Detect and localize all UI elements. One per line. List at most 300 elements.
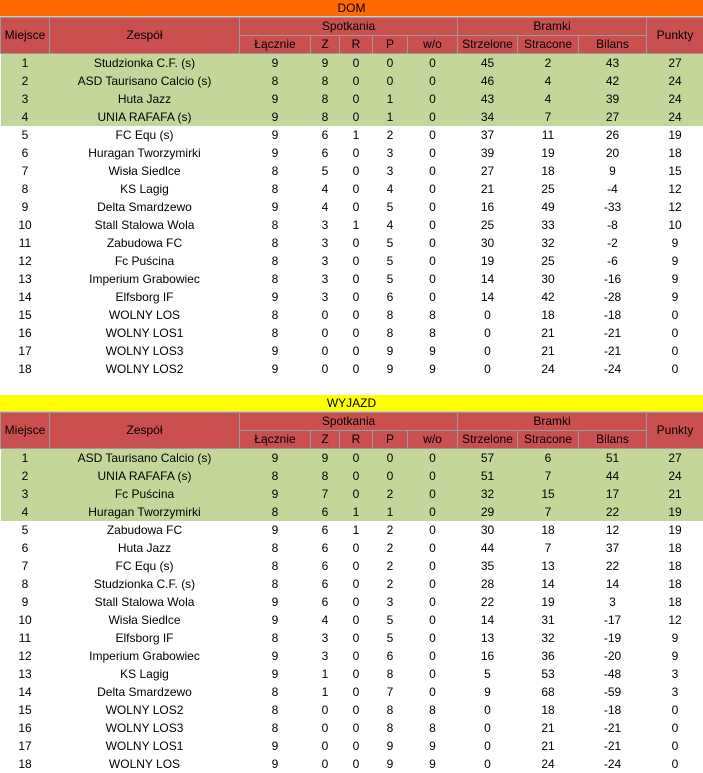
- cell-points: 24: [647, 72, 703, 90]
- cell-walkovers: 9: [429, 757, 436, 771]
- cell-place: 18: [18, 757, 32, 771]
- col-header-team: Zespół: [50, 18, 240, 54]
- cell-goal-difference: -21: [603, 326, 622, 340]
- cell-losses: 5: [386, 272, 394, 286]
- cell-team: Zabudowa FC: [106, 236, 183, 250]
- cell-total: 9: [271, 757, 279, 771]
- cell-total: 9: [271, 595, 279, 609]
- cell-walkovers: 8: [429, 308, 436, 322]
- cell-walkovers: 0: [429, 128, 436, 142]
- cell-team: Imperium Grabowiec: [89, 649, 200, 663]
- cell-points: 0: [671, 757, 679, 771]
- cell-goal-difference: -21: [603, 344, 622, 358]
- cell-wins: 9: [311, 54, 340, 73]
- cell-points: 0: [671, 308, 679, 322]
- cell-goals-against: 11: [541, 128, 555, 142]
- cell-wins: 8: [311, 467, 340, 485]
- cell-goal-difference: -19: [603, 631, 622, 645]
- table-row: [1, 719, 703, 737]
- cell-goals-against: 49: [541, 200, 555, 214]
- col-header-goals: Bramki: [458, 18, 647, 36]
- cell-goal-difference: 9: [609, 164, 616, 178]
- table-row: [1, 306, 703, 324]
- cell-goal-difference: -2: [607, 236, 618, 250]
- cell-wins: 0: [321, 344, 329, 358]
- cell-total: 8: [271, 559, 279, 573]
- col-header-points: Punkty: [647, 413, 703, 449]
- cell-goal-difference: -16: [603, 272, 622, 286]
- cell-walkovers: 0: [429, 272, 436, 286]
- cell-wins: 3: [321, 649, 329, 663]
- cell-wins: 6: [321, 128, 329, 142]
- col-header-walkovers: w/o: [408, 36, 458, 54]
- cell-team: KS Lagig: [120, 667, 169, 681]
- cell-draws: 0: [352, 559, 360, 573]
- table-row: [1, 683, 703, 701]
- cell-losses: 1: [373, 503, 408, 521]
- cell-total: 9: [240, 90, 311, 108]
- cell-goals-against: 18: [541, 703, 555, 717]
- cell-team: Imperium Grabowiec: [89, 272, 200, 286]
- cell-points: 27: [647, 54, 703, 73]
- cell-draws: 0: [352, 757, 360, 771]
- col-header-losses: P: [373, 36, 408, 54]
- cell-wins: 6: [321, 541, 329, 555]
- cell-walkovers: 0: [408, 449, 458, 468]
- cell-goals-against: 24: [541, 362, 555, 376]
- cell-goals-against: 7: [518, 108, 579, 126]
- cell-goals-against: 18: [541, 164, 555, 178]
- cell-losses: 9: [386, 757, 394, 771]
- cell-draws: 0: [352, 362, 360, 376]
- cell-place: 16: [18, 326, 32, 340]
- cell-team: WOLNY LOS: [108, 757, 181, 771]
- cell-goal-difference: -33: [603, 200, 622, 214]
- cell-total: 8: [271, 685, 279, 699]
- cell-goal-difference: 12: [605, 523, 620, 537]
- cell-walkovers: 0: [429, 649, 436, 663]
- cell-draws: 0: [352, 272, 360, 286]
- cell-draws: 0: [352, 703, 360, 717]
- col-header-losses: P: [373, 431, 408, 449]
- cell-goal-difference: -21: [603, 721, 622, 735]
- cell-draws: 0: [352, 164, 360, 178]
- cell-place: 6: [21, 541, 29, 555]
- cell-team: UNIA RAFAFA (s): [50, 108, 240, 126]
- cell-team: Fc Puścina: [50, 485, 240, 503]
- cell-goal-difference: 39: [579, 90, 647, 108]
- cell-goals-for: 37: [480, 128, 495, 142]
- cell-team: Fc Puścina: [114, 254, 175, 268]
- cell-goal-difference: 44: [579, 467, 647, 485]
- cell-goals-for: 27: [480, 164, 495, 178]
- cell-place: 12: [18, 649, 32, 663]
- cell-place: 16: [18, 721, 32, 735]
- table-row: [1, 467, 703, 485]
- cell-losses: 0: [373, 54, 408, 73]
- cell-place: 5: [21, 128, 29, 142]
- cell-wins: 6: [321, 595, 329, 609]
- cell-walkovers: 0: [408, 485, 458, 503]
- cell-draws: 0: [340, 90, 373, 108]
- cell-goals-against: 7: [518, 503, 579, 521]
- cell-walkovers: 0: [429, 595, 436, 609]
- cell-place: 15: [18, 703, 32, 717]
- cell-goals-against: 18: [541, 308, 555, 322]
- cell-points: 9: [671, 236, 679, 250]
- cell-points: 24: [647, 90, 703, 108]
- cell-losses: 0: [373, 467, 408, 485]
- cell-draws: 0: [352, 685, 360, 699]
- col-header-matches: Spotkania: [240, 18, 458, 36]
- cell-walkovers: 0: [429, 523, 436, 537]
- cell-team: ASD Taurisano Calcio (s): [50, 449, 240, 468]
- table-row: [1, 162, 703, 180]
- cell-draws: 0: [352, 667, 360, 681]
- cell-goal-difference: 17: [579, 485, 647, 503]
- cell-goals-against: 7: [518, 467, 579, 485]
- table-row: [1, 360, 703, 378]
- cell-goal-difference: 22: [605, 559, 620, 573]
- table-row: [1, 737, 703, 755]
- cell-walkovers: 8: [429, 703, 436, 717]
- cell-goals-against: 32: [541, 631, 555, 645]
- home-standings-section: [0, 0, 703, 378]
- col-header-total: Łącznie: [240, 36, 311, 54]
- cell-team: WOLNY LOS2: [105, 703, 184, 717]
- table-row: [1, 503, 703, 521]
- cell-wins: 1: [321, 667, 329, 681]
- table-row: [1, 557, 703, 575]
- cell-goal-difference: 20: [605, 146, 620, 160]
- cell-draws: 1: [340, 503, 373, 521]
- cell-draws: 0: [352, 595, 360, 609]
- cell-losses: 8: [386, 703, 394, 717]
- cell-total: 9: [240, 485, 311, 503]
- cell-team: Huta Jazz: [50, 90, 240, 108]
- col-header-total: Łącznie: [240, 431, 311, 449]
- cell-walkovers: 9: [429, 362, 436, 376]
- col-header-wins: Z: [311, 431, 340, 449]
- cell-place: 18: [18, 362, 32, 376]
- cell-total: 8: [240, 503, 311, 521]
- cell-goals-for: 13: [480, 631, 495, 645]
- cell-goals-against: 18: [541, 523, 555, 537]
- cell-wins: 4: [321, 200, 329, 214]
- cell-total: 8: [271, 541, 279, 555]
- table-row: [1, 180, 703, 198]
- cell-goals-against: 33: [541, 218, 555, 232]
- table-row: [1, 485, 703, 503]
- cell-points: 0: [671, 344, 679, 358]
- cell-place: 14: [18, 685, 32, 699]
- cell-walkovers: 0: [408, 72, 458, 90]
- cell-goals-against: 30: [541, 272, 555, 286]
- cell-walkovers: 0: [429, 631, 436, 645]
- cell-goals-for: 29: [458, 503, 518, 521]
- cell-goal-difference: -18: [603, 703, 622, 717]
- cell-team: Stall Stalowa Wola: [94, 595, 195, 609]
- cell-losses: 5: [386, 631, 394, 645]
- table-row: [1, 234, 703, 252]
- table-row: [1, 72, 703, 90]
- cell-wins: 4: [321, 613, 329, 627]
- cell-total: 9: [271, 146, 279, 160]
- cell-points: 9: [671, 254, 679, 268]
- cell-points: 19: [668, 523, 682, 537]
- cell-total: 8: [271, 631, 279, 645]
- home-table-header: [1, 18, 703, 54]
- cell-losses: 9: [386, 362, 394, 376]
- table-row: [1, 252, 703, 270]
- cell-walkovers: 0: [429, 182, 436, 196]
- cell-losses: 2: [386, 541, 394, 555]
- cell-team: Wisła Siedlce: [108, 613, 181, 627]
- cell-goals-for: 0: [484, 721, 491, 735]
- cell-goals-for: 14: [480, 272, 495, 286]
- cell-draws: 1: [352, 523, 360, 537]
- cell-goals-for: 32: [458, 485, 518, 503]
- cell-draws: 0: [352, 308, 360, 322]
- cell-team: WOLNY LOS: [108, 308, 181, 322]
- cell-total: 9: [271, 523, 279, 537]
- cell-goals-for: 45: [458, 54, 518, 73]
- cell-points: 3: [671, 685, 679, 699]
- cell-goals-for: 30: [480, 236, 495, 250]
- cell-losses: 6: [386, 290, 394, 304]
- cell-losses: 0: [373, 449, 408, 468]
- cell-walkovers: 0: [429, 290, 436, 304]
- table-row: [1, 665, 703, 683]
- home-standings-table: [0, 17, 703, 378]
- cell-goals-for: 21: [480, 182, 495, 196]
- cell-team: Elfsborg IF: [115, 631, 174, 645]
- cell-total: 8: [271, 236, 279, 250]
- cell-wins: 3: [321, 272, 329, 286]
- cell-walkovers: 0: [408, 108, 458, 126]
- table-row: [1, 521, 703, 539]
- cell-place: 2: [1, 72, 50, 90]
- cell-goal-difference: 43: [579, 54, 647, 73]
- cell-draws: 0: [340, 485, 373, 503]
- cell-team: Elfsborg IF: [115, 290, 174, 304]
- cell-goals-for: 51: [458, 467, 518, 485]
- cell-losses: 9: [386, 739, 394, 753]
- col-header-draws: R: [340, 431, 373, 449]
- cell-goals-for: 14: [480, 613, 495, 627]
- cell-place: 5: [21, 523, 29, 537]
- cell-goals-against: 2: [518, 54, 579, 73]
- cell-place: 15: [18, 308, 32, 322]
- cell-team: FC Equ (s): [115, 128, 174, 142]
- table-row: [1, 611, 703, 629]
- cell-total: 9: [271, 667, 279, 681]
- table-row: [1, 324, 703, 342]
- cell-goals-against: 31: [541, 613, 555, 627]
- cell-goal-difference: -59: [603, 685, 622, 699]
- cell-total: 8: [271, 703, 279, 717]
- cell-goals-against: 6: [518, 449, 579, 468]
- cell-walkovers: 0: [429, 164, 436, 178]
- cell-goals-for: 44: [480, 541, 495, 555]
- cell-total: 8: [271, 577, 279, 591]
- cell-walkovers: 9: [429, 739, 436, 753]
- away-table-body: [1, 449, 703, 773]
- table-row: [1, 539, 703, 557]
- cell-total: 8: [271, 272, 279, 286]
- cell-walkovers: 0: [408, 54, 458, 73]
- cell-team: Wisła Siedlce: [108, 164, 181, 178]
- cell-goals-against: 68: [541, 685, 555, 699]
- cell-place: 6: [21, 146, 29, 160]
- cell-walkovers: 0: [429, 146, 436, 160]
- table-row: [1, 593, 703, 611]
- cell-draws: 0: [352, 613, 360, 627]
- home-table-body: [1, 54, 703, 379]
- cell-total: 8: [240, 72, 311, 90]
- cell-goals-against: 21: [541, 739, 555, 753]
- cell-goal-difference: -17: [603, 613, 622, 627]
- cell-points: 21: [647, 485, 703, 503]
- cell-points: 24: [647, 467, 703, 485]
- cell-walkovers: 0: [429, 685, 436, 699]
- cell-draws: 0: [352, 739, 360, 753]
- cell-goals-for: 9: [484, 685, 491, 699]
- cell-goals-against: 36: [541, 649, 555, 663]
- cell-losses: 1: [373, 90, 408, 108]
- cell-points: 10: [668, 218, 682, 232]
- cell-place: 14: [18, 290, 32, 304]
- cell-goals-against: 19: [541, 146, 555, 160]
- cell-draws: 0: [340, 467, 373, 485]
- cell-losses: 5: [386, 236, 394, 250]
- cell-wins: 5: [321, 164, 329, 178]
- cell-points: 12: [668, 200, 682, 214]
- cell-wins: 0: [321, 703, 329, 717]
- table-row: [1, 198, 703, 216]
- cell-draws: 0: [352, 236, 360, 250]
- cell-wins: 6: [321, 559, 329, 573]
- cell-draws: 0: [352, 721, 360, 735]
- col-header-wins: Z: [311, 36, 340, 54]
- cell-team: Huragan Tworzymirki: [50, 503, 240, 521]
- cell-losses: 9: [386, 344, 394, 358]
- cell-wins: 8: [311, 72, 340, 90]
- cell-total: 9: [240, 449, 311, 468]
- cell-walkovers: 0: [408, 467, 458, 485]
- cell-goals-against: 4: [518, 90, 579, 108]
- cell-goals-for: 34: [458, 108, 518, 126]
- away-standings-table: [0, 412, 703, 773]
- cell-team: WOLNY LOS3: [105, 721, 184, 735]
- cell-goals-for: 0: [484, 757, 491, 771]
- table-row: [1, 647, 703, 665]
- cell-total: 8: [271, 182, 279, 196]
- cell-goals-for: 14: [480, 290, 495, 304]
- table-row: [1, 288, 703, 306]
- col-header-team: Zespół: [50, 413, 240, 449]
- cell-goal-difference: 27: [579, 108, 647, 126]
- away-standings-section: [0, 395, 703, 773]
- cell-total: 9: [271, 362, 279, 376]
- col-header-goals-against: Stracone: [518, 431, 579, 449]
- cell-total: 9: [271, 649, 279, 663]
- cell-losses: 2: [386, 559, 394, 573]
- cell-losses: 5: [386, 254, 394, 268]
- cell-goals-for: 28: [480, 577, 495, 591]
- table-row: [1, 342, 703, 360]
- cell-wins: 0: [321, 757, 329, 771]
- cell-points: 18: [668, 595, 682, 609]
- cell-wins: 3: [321, 631, 329, 645]
- cell-walkovers: 9: [429, 344, 436, 358]
- cell-team: Delta Smardzewo: [97, 200, 192, 214]
- cell-wins: 3: [321, 290, 329, 304]
- cell-draws: 0: [352, 200, 360, 214]
- cell-walkovers: 0: [429, 559, 436, 573]
- cell-total: 8: [271, 254, 279, 268]
- cell-wins: 8: [311, 90, 340, 108]
- cell-total: 8: [271, 721, 279, 735]
- cell-goals-for: 16: [480, 200, 495, 214]
- table-row: [1, 216, 703, 234]
- col-header-points: Punkty: [647, 18, 703, 54]
- cell-goal-difference: -24: [603, 362, 622, 376]
- col-header-place: Miejsce: [1, 18, 50, 54]
- cell-losses: 4: [386, 182, 394, 196]
- cell-points: 12: [668, 182, 682, 196]
- cell-walkovers: 0: [429, 236, 436, 250]
- cell-losses: 3: [386, 146, 394, 160]
- cell-place: 9: [21, 595, 29, 609]
- cell-total: 9: [271, 613, 279, 627]
- cell-points: 0: [671, 739, 679, 753]
- cell-losses: 5: [386, 613, 394, 627]
- cell-draws: 1: [352, 128, 360, 142]
- table-row: [1, 90, 703, 108]
- cell-goal-difference: 37: [605, 541, 620, 555]
- cell-total: 9: [271, 128, 279, 142]
- cell-place: 12: [18, 254, 32, 268]
- cell-goal-difference: -18: [603, 308, 622, 322]
- cell-total: 9: [271, 344, 279, 358]
- cell-goal-difference: 26: [605, 128, 620, 142]
- cell-place: 10: [18, 613, 32, 627]
- cell-goals-for: 35: [480, 559, 495, 573]
- cell-points: 18: [668, 541, 682, 555]
- cell-total: 9: [240, 54, 311, 73]
- cell-goal-difference: 42: [579, 72, 647, 90]
- cell-wins: 3: [321, 218, 329, 232]
- table-row: [1, 144, 703, 162]
- cell-place: 7: [21, 164, 29, 178]
- cell-draws: 0: [340, 108, 373, 126]
- cell-goals-for: 0: [484, 739, 491, 753]
- cell-place: 17: [18, 344, 32, 358]
- col-header-goal-difference: Bilans: [579, 431, 647, 449]
- cell-place: 13: [18, 272, 32, 286]
- cell-goals-for: 0: [484, 703, 491, 717]
- away-section-title: WYJAZD: [0, 395, 703, 412]
- cell-team: KS Lagig: [120, 182, 169, 196]
- cell-points: 19: [647, 503, 703, 521]
- home-section-title: DOM: [0, 0, 703, 17]
- cell-losses: 4: [386, 218, 394, 232]
- cell-wins: 6: [321, 523, 329, 537]
- cell-team: Huta Jazz: [117, 541, 172, 555]
- col-header-goals-for: Strzelone: [458, 36, 518, 54]
- cell-losses: 0: [373, 72, 408, 90]
